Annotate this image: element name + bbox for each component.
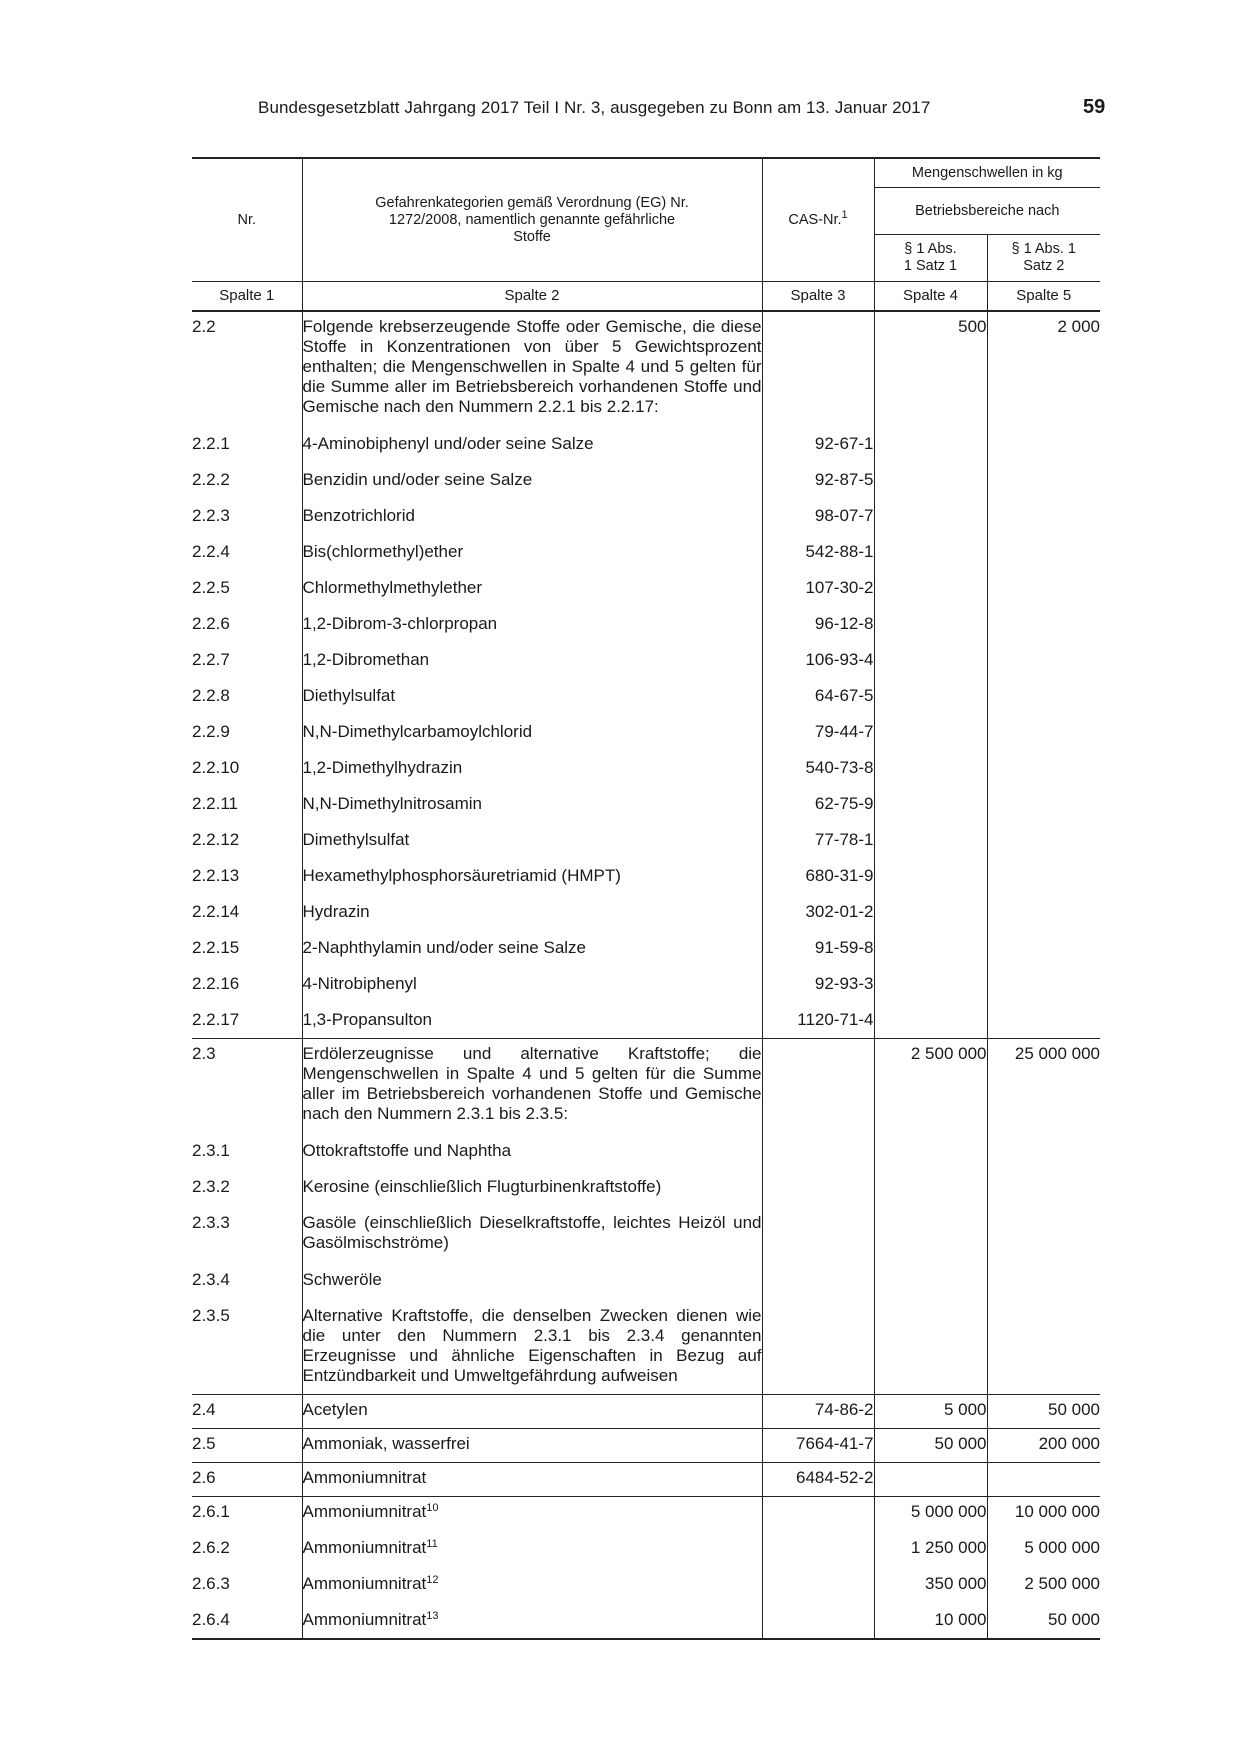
cell-nr: 2.2.9 <box>192 717 302 753</box>
cell-cas: 92-67-1 <box>762 429 874 465</box>
table-row <box>192 573 1100 609</box>
cell-threshold-col5: 2 000 <box>1057 317 1101 336</box>
cell-cas: 92-87-5 <box>762 465 874 501</box>
cell-threshold-col4 <box>874 465 987 501</box>
cell-nr: 2.3.1 <box>192 1136 302 1172</box>
cell-cas <box>762 1605 874 1639</box>
cell-threshold-col4 <box>874 681 987 717</box>
cell-threshold-col5 <box>987 717 1100 753</box>
cell-threshold-col4 <box>874 789 987 825</box>
table-row <box>192 1395 1100 1429</box>
cell-threshold-col5 <box>987 1136 1100 1172</box>
table-row <box>192 501 1100 537</box>
table-row <box>192 1569 1100 1605</box>
substance-name: Ammoniumnitrat <box>302 1610 427 1629</box>
footnote-ref: 11 <box>426 1538 438 1550</box>
cell-nr: 2.3 <box>192 1039 302 1137</box>
cell-threshold-col5 <box>987 609 1100 645</box>
table-row <box>192 1265 1100 1301</box>
cell-nr: 2.2.15 <box>192 933 302 969</box>
cell-cas: 106-93-4 <box>762 645 874 681</box>
cell-threshold-col4 <box>874 537 987 573</box>
table-row <box>192 1208 1100 1265</box>
column-number: Spalte 5 <box>987 282 1100 312</box>
cell-threshold-col5 <box>987 1463 1100 1497</box>
cell-threshold-col5: 5 000 000 <box>1024 1538 1101 1557</box>
table-row <box>192 1301 1100 1395</box>
table-row <box>192 969 1100 1005</box>
cell-cas: 680-31-9 <box>762 861 874 897</box>
cell-nr: 2.4 <box>192 1395 302 1429</box>
table-row <box>192 933 1100 969</box>
table-row <box>192 717 1100 753</box>
cell-cas: 77-78-1 <box>762 825 874 861</box>
cell-substance: N,N-Dimethylnitrosamin <box>302 789 762 825</box>
cell-nr: 2.2.3 <box>192 501 302 537</box>
cell-nr: 2.6.3 <box>192 1569 302 1605</box>
page-number: 59 <box>1083 96 1106 118</box>
cell-threshold-col5 <box>987 1005 1100 1039</box>
cell-threshold-col4: 2 500 000 <box>874 1039 987 1137</box>
cell-threshold-col4 <box>874 609 987 645</box>
cell-substance: Schweröle <box>302 1265 762 1301</box>
cell-substance: Benzotrichlorid <box>302 501 762 537</box>
cell-threshold-col4: 50 000 <box>874 1429 987 1463</box>
footnote-ref: 10 <box>426 1502 439 1514</box>
cell-substance: N,N-Dimethylcarbamoylchlorid <box>302 717 762 753</box>
cell-cas: 302-01-2 <box>762 897 874 933</box>
cell-threshold-col4: 1 250 000 <box>874 1533 987 1569</box>
table-row <box>192 681 1100 717</box>
cell-cas: 64-67-5 <box>762 681 874 717</box>
cell-nr: 2.6 <box>192 1463 302 1497</box>
cell-threshold-col4 <box>874 1463 987 1497</box>
cell-threshold-col5 <box>987 429 1100 465</box>
cell-cas: 542-88-1 <box>762 537 874 573</box>
cell-threshold-col5: 50 000 <box>987 1395 1100 1429</box>
cell-substance: Bis(chlormethyl)ether <box>302 537 762 573</box>
table-row <box>192 645 1100 681</box>
substance-name: Ammoniumnitrat <box>302 1574 427 1593</box>
cell-substance: Ammoniumnitrat <box>302 1463 762 1497</box>
cell-nr: 2.2.1 <box>192 429 302 465</box>
cell-substance: Hexamethylphosphorsäuretriamid (HMPT) <box>302 861 762 897</box>
cell-threshold-col5 <box>987 897 1100 933</box>
table-row <box>192 1497 1100 1534</box>
cell-substance: Benzidin und/oder seine Salze <box>302 465 762 501</box>
cell-cas <box>762 311 874 429</box>
cell-cas: 74-86-2 <box>762 1395 874 1429</box>
cell-substance: Hydrazin <box>302 897 762 933</box>
cell-nr: 2.2.6 <box>192 609 302 645</box>
cell-substance: Diethylsulfat <box>302 681 762 717</box>
cell-nr: 2.2.13 <box>192 861 302 897</box>
cell-cas: 107-30-2 <box>762 573 874 609</box>
cell-threshold-col4 <box>874 1208 987 1265</box>
cell-threshold-col5 <box>987 465 1100 501</box>
cell-cas: 96-12-8 <box>762 609 874 645</box>
cell-threshold-col4: 10 000 <box>874 1605 987 1639</box>
cell-nr: 2.2.2 <box>192 465 302 501</box>
cell-nr: 2.2 <box>192 311 302 429</box>
column-number: Spalte 2 <box>302 282 762 312</box>
cell-threshold-col5: 200 000 <box>987 1429 1100 1463</box>
cell-nr: 2.2.4 <box>192 537 302 573</box>
table-row <box>192 1533 1100 1569</box>
column-number: Spalte 1 <box>192 282 302 312</box>
cell-nr: 2.2.8 <box>192 681 302 717</box>
cell-nr: 2.2.12 <box>192 825 302 861</box>
cell-threshold-col4: 500 <box>874 311 987 429</box>
header-thresholds: Mengenschwellen in kg <box>874 158 1100 188</box>
cell-threshold-col4: 350 000 <box>874 1569 987 1605</box>
table-row <box>192 609 1100 645</box>
cell-threshold-col4 <box>874 501 987 537</box>
cell-substance: 1,3-Propansulton <box>302 1005 762 1039</box>
cell-cas: 91-59-8 <box>762 933 874 969</box>
cell-nr: 2.2.17 <box>192 1005 302 1039</box>
table-row <box>192 1605 1100 1639</box>
header-col4: § 1 Abs. 1 Satz 1 <box>874 235 987 282</box>
cell-threshold-col4 <box>874 1136 987 1172</box>
cell-nr: 2.2.5 <box>192 573 302 609</box>
cell-cas: 79-44-7 <box>762 717 874 753</box>
cell-substance <box>302 1605 762 1639</box>
cell-threshold-col4 <box>874 933 987 969</box>
cell-cas: 92-93-3 <box>762 969 874 1005</box>
cell-threshold-col5 <box>987 825 1100 861</box>
cell-substance: 1,2-Dibromethan <box>302 645 762 681</box>
cell-cas: 62-75-9 <box>762 789 874 825</box>
cell-nr: 2.2.14 <box>192 897 302 933</box>
cell-threshold-col4 <box>874 969 987 1005</box>
cell-cas <box>762 1208 874 1265</box>
cell-threshold-col5 <box>987 969 1100 1005</box>
cell-substance: 4-Nitrobiphenyl <box>302 969 762 1005</box>
cell-threshold-col5: 10 000 000 <box>987 1497 1100 1534</box>
table-row <box>192 1463 1100 1497</box>
cell-substance: Folgende krebserzeugende Stoffe oder Gemische, die diese Stoffe in Konzentrationen von über 5 Gewichtsprozent enthalten; die Mengenschwellen in Spalte 4 und 5 gelten für die Summe aller im Betriebsbereich vorhandenen Stoffe und Gemische nach den Nummern 2.2.1 bis 2.2.17: <box>302 311 762 429</box>
cell-cas: 98-07-7 <box>762 501 874 537</box>
cell-threshold-col4: 5 000 000 <box>874 1497 987 1534</box>
cell-threshold-col5 <box>987 861 1100 897</box>
substance-table <box>192 157 1100 1640</box>
table-row <box>192 1172 1100 1208</box>
cell-threshold-col4 <box>874 1301 987 1395</box>
cell-threshold-col4 <box>874 1265 987 1301</box>
cell-nr: 2.5 <box>192 1429 302 1463</box>
cell-cas <box>762 1569 874 1605</box>
cell-threshold-col4 <box>874 429 987 465</box>
table-row <box>192 1136 1100 1172</box>
cell-substance: 2-Naphthylamin und/oder seine Salze <box>302 933 762 969</box>
cell-threshold-col5: 2 500 000 <box>1024 1574 1101 1593</box>
cell-substance <box>302 1497 762 1534</box>
cell-threshold-col5 <box>987 933 1100 969</box>
cell-threshold-col5 <box>987 1172 1100 1208</box>
cell-threshold-col5 <box>987 1301 1100 1395</box>
cell-nr: 2.2.16 <box>192 969 302 1005</box>
column-number: Spalte 3 <box>762 282 874 312</box>
cell-threshold-col5 <box>987 573 1100 609</box>
cell-threshold-col4 <box>874 753 987 789</box>
cell-substance: 1,2-Dibrom-3-chlorpropan <box>302 609 762 645</box>
cell-threshold-col5 <box>987 1208 1100 1265</box>
header-cas <box>762 158 874 282</box>
table-row <box>192 753 1100 789</box>
cell-threshold-col5 <box>987 501 1100 537</box>
cell-cas <box>762 1172 874 1208</box>
cell-threshold-col5 <box>987 1265 1100 1301</box>
cell-nr: 2.6.1 <box>192 1497 302 1534</box>
substance-name: Ammoniumnitrat <box>302 1538 427 1557</box>
table-row <box>192 1039 1100 1137</box>
cell-threshold-col5 <box>987 645 1100 681</box>
cell-cas: 7664-41-7 <box>762 1429 874 1463</box>
table-row <box>192 1005 1100 1039</box>
cell-nr: 2.6.4 <box>192 1605 302 1639</box>
cell-threshold-col4 <box>874 861 987 897</box>
table-row <box>192 465 1100 501</box>
cell-substance: Ottokraftstoffe und Naphtha <box>302 1136 762 1172</box>
cell-nr: 2.3.5 <box>192 1301 302 1395</box>
cell-threshold-col4 <box>874 1172 987 1208</box>
cell-substance <box>302 1569 762 1605</box>
cell-cas <box>762 1265 874 1301</box>
cell-nr: 2.6.2 <box>192 1533 302 1569</box>
cell-cas <box>762 1039 874 1137</box>
cell-threshold-col5 <box>987 681 1100 717</box>
cell-cas <box>762 1136 874 1172</box>
cell-cas <box>762 1533 874 1569</box>
cell-threshold-col5 <box>987 537 1100 573</box>
column-number: Spalte 4 <box>874 282 987 312</box>
cell-cas <box>762 1301 874 1395</box>
cell-nr: 2.3.3 <box>192 1208 302 1265</box>
cell-cas: 6484-52-2 <box>762 1463 874 1497</box>
cell-nr: 2.2.7 <box>192 645 302 681</box>
cell-substance: Gasöle (einschließlich Dieselkraftstoffe, leichtes Heizöl und Gasölmischströme) <box>302 1208 762 1265</box>
table-row <box>192 789 1100 825</box>
table-row <box>192 1429 1100 1463</box>
table-row <box>192 897 1100 933</box>
cell-threshold-col5 <box>987 753 1100 789</box>
cell-nr: 2.2.11 <box>192 789 302 825</box>
cell-threshold-col4 <box>874 897 987 933</box>
cell-threshold-col4 <box>874 1005 987 1039</box>
cell-threshold-col5: 50 000 <box>1048 1610 1101 1629</box>
table-body <box>192 282 1100 1640</box>
substance-name: Ammoniumnitrat <box>302 1502 427 1521</box>
cell-cas <box>762 1497 874 1534</box>
cell-cas: 540-73-8 <box>762 753 874 789</box>
cell-substance: Chlormethylmethylether <box>302 573 762 609</box>
cell-cas: 1120-71-4 <box>762 1005 874 1039</box>
cell-nr: 2.2.10 <box>192 753 302 789</box>
cell-substance <box>302 1533 762 1569</box>
header-category: Gefahrenkategorien gemäß Verordnung (EG) Nr. 1272/2008, namentlich genannte gefährliche Stoffe <box>302 158 762 282</box>
cell-nr: 2.3.2 <box>192 1172 302 1208</box>
table-row <box>192 311 1100 429</box>
cell-substance: Alternative Kraftstoffe, die denselben Zwecken dienen wie die unter den Nummern 2.3.1 bis 2.3.4 genannten Erzeugnisse und ähnliche Eigenschaften in Bezug auf Entzündbarkeit und Umweltgefährdung aufweisen <box>302 1301 762 1395</box>
table-row <box>192 861 1100 897</box>
header-cas-label: CAS-Nr. <box>788 211 842 228</box>
cell-threshold-col4 <box>874 825 987 861</box>
cell-substance: 1,2-Dimethylhydrazin <box>302 753 762 789</box>
table-row <box>192 429 1100 465</box>
cell-threshold-col4 <box>874 645 987 681</box>
cell-substance: 4-Aminobiphenyl und/oder seine Salze <box>302 429 762 465</box>
cell-nr: 2.3.4 <box>192 1265 302 1301</box>
header-col5: § 1 Abs. 1 Satz 2 <box>987 235 1100 282</box>
header-nr: Nr. <box>192 158 302 282</box>
cell-substance: Ammoniak, wasserfrei <box>302 1429 762 1463</box>
cell-threshold-col5: 25 000 000 <box>987 1039 1100 1137</box>
running-header: Bundesgesetzblatt Jahrgang 2017 Teil I Nr. 3, ausgegeben zu Bonn am 13. Januar 2017 <box>258 98 931 117</box>
column-number-row <box>192 282 1100 312</box>
cell-substance: Acetylen <box>302 1395 762 1429</box>
cell-substance: Dimethylsulfat <box>302 825 762 861</box>
footnote-ref: 13 <box>426 1610 439 1622</box>
table-row <box>192 825 1100 861</box>
cell-threshold-col4 <box>874 717 987 753</box>
header-cas-footnote: 1 <box>841 208 848 221</box>
footnote-ref: 12 <box>426 1574 439 1586</box>
header-operating-areas: Betriebsbereiche nach <box>874 188 1100 235</box>
cell-substance: Erdölerzeugnisse und alternative Kraftstoffe; die Mengenschwellen in Spalte 4 und 5 gelten für die Summe aller im Betriebsbereich vorhandenen Stoffe und Gemische nach den Nummern 2.3.1 bis 2.3.5: <box>302 1039 762 1137</box>
cell-substance: Kerosine (einschließlich Flugturbinenkraftstoffe) <box>302 1172 762 1208</box>
table-row <box>192 537 1100 573</box>
cell-threshold-col5 <box>987 789 1100 825</box>
cell-threshold-col4: 5 000 <box>874 1395 987 1429</box>
cell-threshold-col4 <box>874 573 987 609</box>
